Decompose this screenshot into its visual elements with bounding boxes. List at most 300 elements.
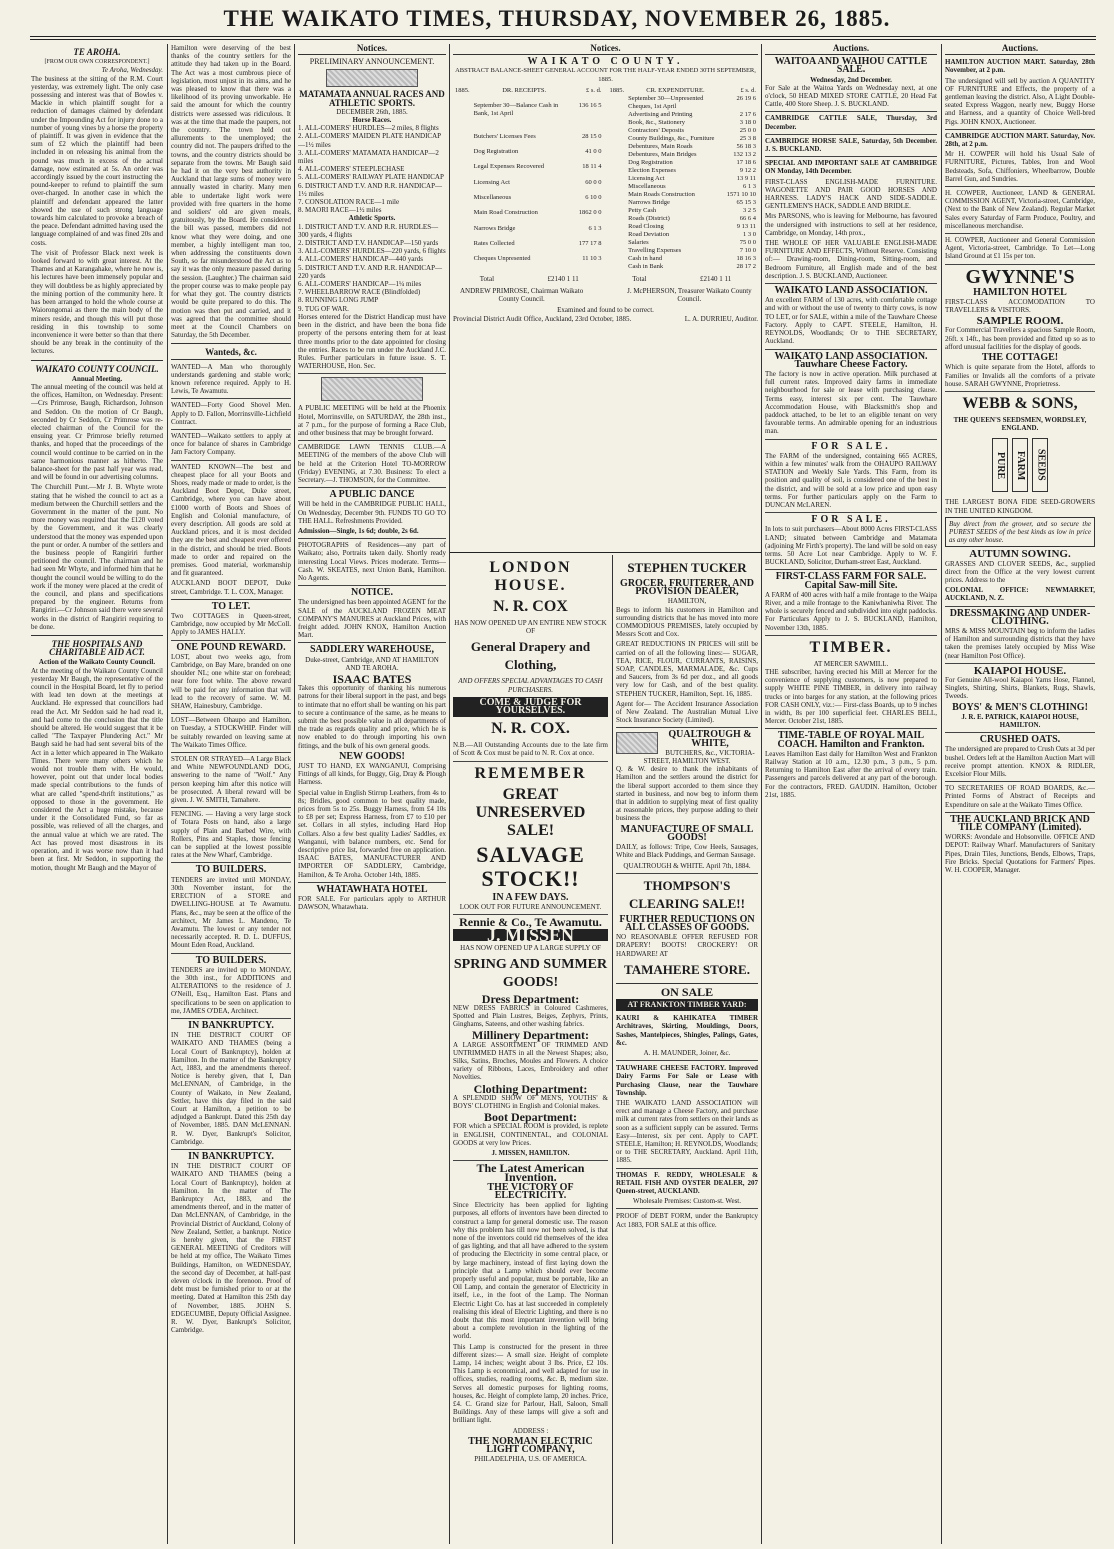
column-divider — [941, 44, 942, 1544]
sport-item: 6. ALL-COMERS' HANDICAP—1¼ miles — [298, 280, 422, 289]
auction-text: The factory is now in active operation. Milk purchased at full current rates. Improved dairy farms in immediate neighbourhood for sale or lease with purchasing clause. Terms easy, interest six per cent. The Tauwhare Accommodation House, with Blacksmith's shop and paddock attached, to be let to an eligible tenant on very favourable terms. An admirable opening for an industrious man. — [765, 370, 937, 440]
section-header: Auctions. — [765, 44, 937, 55]
article-byline: [FROM OUR OWN CORRESPONDENT.] — [44, 59, 150, 66]
ad-text: HAMILTON, — [667, 597, 707, 606]
article-body: The visit of Professor Black next week is looked forward to with great interest. At the Thames and at Karangahake, where he now is, his lectures have been immensely popular and they will doubtless be as highly appreciated by the mining portion of the community here. It has been arranged to hold the whole course at Waiorongomai as there the main body of the miners reside, and though this will put those residing in this township to some inconvenience it were better so than that there should be any break in the continuity of the lectures. — [31, 248, 163, 356]
dressmaking-text: MRS & MISS MOUNTAIN beg to inform the ladies of Hamilton and surrounding districts that they have taken the premises lately occupied by Miss Wise (near Hamilton Post Office). — [945, 627, 1095, 664]
race-item: 8. MAORI RACE—1½ miles — [298, 206, 382, 215]
notice-subtitle: ABSTRACT BALANCE-SHEET GENERAL ACCOUNT FOR THE HALF-YEAR ENDED 30TH SEPTEMBER, 1885. — [455, 67, 756, 83]
ad-signature: AUCKLAND BOOT DEPOT, Duke street, Cambridge. T. L. COX, Manager. — [171, 579, 291, 599]
total-value: £2140 1 11 — [547, 274, 579, 283]
expenditure-header-row — [608, 87, 759, 95]
amount-cell: 2 17 6 — [739, 110, 756, 118]
ad-title: TO BUILDERS. — [195, 954, 267, 966]
notice-body: Takes this opportunity of thanking his numerous patrons for their liberal support in the past, and begs to intimate that no effort shall be wanting on his part to secure a continuance of the same, as he means to submit the best possible value in all departments of the trade as regards quality and price, which he is now enabled to do through importing his own fittings, and the bulk of his own general goods. — [298, 684, 446, 750]
ad-headline: STEPHEN TUCKER — [627, 560, 747, 575]
classified-ad: Two COTTAGES in Queen-street, Cambridge, now occupied by Mr McColl. Apply to JAMES HALLY. — [171, 612, 291, 641]
ad-headline: GREAT UNRESERVED SALE! — [475, 785, 586, 839]
notice-title: WHATAWHATA HOTEL — [316, 883, 428, 895]
expenditure-table — [608, 87, 759, 271]
notice-body: Horses entered for the District Handicap must have been in the district, and have been the bona fide property of the persons entering them for at least three months prior to the date appointed for closing the entries. Races to be run under the Auckland J.C. Rules. Further particulars in future issue. S. T. WATERHOUSE, Hon. Sec. — [298, 313, 446, 374]
notice-body: FOR SALE. For particulars apply to ARTHUR DAWSON, Whatawhata. — [298, 895, 446, 912]
farm-label: FARM — [1012, 438, 1028, 492]
ad-headline: TAUWHARE CHEESE FACTORY. Improved Dairy Farms For Sale or Lease with Purchasing Clause, near the Tauwhare Township. — [616, 1064, 758, 1097]
notice-body: CAMBRIDGE LAWN TENNIS CLUB.—A MEETING of the members of the above Club will be held at the Criterion Hotel TO-MORROW (Friday) EVENING, at 7.30. Business: To elect a Secretary.—J. THOMSON, for the Committee. — [298, 443, 446, 488]
seeds-label: SEEDS — [1032, 438, 1048, 492]
ad-headline: ON SALE — [660, 984, 714, 999]
ad-headline: Rennie & Co., Te Awamutu. — [459, 915, 602, 930]
article-dateline: Te Aroha, Wednesday. — [101, 66, 163, 75]
auction-title: CAMBRIDGE AUCTION MART. Saturday, Nov. 28th, at 2 p.m. — [945, 131, 1095, 149]
date-cell — [453, 148, 472, 163]
auction-text: H. COWPER, Auctioneer and General Commission Agent, Victoria-street, Cambridge. To Let—Long Island Ground at £1 15s per ton. — [945, 236, 1095, 265]
description-cell: September 30—Unpresented Cheques, 1st April — [628, 94, 704, 110]
date-cell — [608, 263, 627, 271]
ad-headline: TAMAHERE STORE. — [624, 961, 750, 977]
ad-headline: THE VICTORY OF ELECTRICITY. — [487, 1181, 574, 1201]
column-4 — [453, 556, 608, 1544]
auction-title: SPECIAL AND IMPORTANT SALE AT CAMBRIDGE ON Monday, 14th December. — [765, 159, 937, 176]
date-cell — [453, 209, 472, 224]
masthead-rule-2 — [30, 39, 1096, 40]
ad-headline: THE NORMAN ELECTRIC LIGHT COMPANY, — [468, 1435, 593, 1455]
audit-office: Provincial District Audit Office, Auckland, 23rd October, 1885. — [453, 314, 632, 323]
sport-item: 5. DISTRICT AND T.V. AND R.R. HANDICAP—220 yards — [298, 263, 442, 280]
date-cell — [608, 119, 627, 127]
ad-signature: J. MISSEN, HAMILTON. — [453, 1149, 608, 1161]
receipts-header-row — [453, 87, 604, 102]
ad-banner: J. MISSEN — [453, 929, 608, 941]
oats-text: The undersigned are prepared to Crush Oats at 3d per bushel. Orders left at the Hamilton Auction Mart will receive prompt attention. KNOX & RIDLER, Excelsior Flour Mills. — [945, 745, 1095, 782]
masthead-rule — [30, 36, 1096, 37]
hotel-headline: SAMPLE ROOM. — [976, 315, 1064, 328]
seeds-text: THE LARGEST BONA FIDE SEED-GROWERS IN THE UNITED KINGDOM. — [945, 498, 1095, 515]
seeds-headline: WEBB & SONS, — [962, 394, 1078, 412]
amount-cell: 25 0 0 — [739, 126, 756, 134]
ad-text: LOOK OUT FOR FUTURE ANNOUNCEMENT. — [453, 903, 608, 915]
race-item: 1. ALL-COMERS' HURDLES—2 miles, 8 flights — [298, 124, 439, 133]
auction-title: FIRST-CLASS FARM FOR SALE. Capital Saw-mill Site. — [775, 571, 927, 591]
sport-item: 4. ALL-COMERS' HANDICAP—440 yards — [298, 255, 423, 264]
table-row — [608, 167, 759, 175]
amount-cell: 56 18 3 — [736, 142, 756, 150]
date-cell — [608, 215, 627, 223]
date-cell — [608, 135, 627, 143]
ad-headline: THOMPSON'S CLEARING SALE!! — [629, 877, 745, 911]
total-label: Total — [632, 274, 647, 283]
description-cell: County Buildings, &c., Furniture — [628, 134, 715, 142]
hotel-text: FIRST-CLASS ACCOMODATION TO TRAVELLERS & VISITORS. — [945, 297, 1095, 315]
auction-title: TIMBER. — [809, 638, 893, 656]
notice-title: NOTICE. — [351, 587, 393, 599]
article-body: The Churchill Punt.—Mr J. B. Whyte wrote stating that he wished the council to act as a medium between the Churchill settlers and the Government in the matter of the punt. No more money was required that the £120 voted by the Government, and it was clearly understood that the money was expended upon the punt or order. A number of the settlers and the business people of Rangiriri further petitioned the council. The chairman and he had seen Mr Whyte, and informed him that he thought the council would be willing to do the work if the money were placed at the credit of the council, and plans and specifications prepared by the engineer. Returns from Rangiriri.—Cr Johnson said there were several works in the district of Rangiriri requiring to be done. — [31, 483, 163, 631]
ad-text: KAURI & KAHIKATEA TIMBER Architraves, Skirting, Mouldings, Doors, Sashes, Mantelpieces, Shingles, Palings, Gates, &c. — [616, 1014, 758, 1047]
amount-cell: 65 15 3 — [736, 198, 756, 206]
separator — [31, 635, 163, 636]
receipts-table — [453, 87, 604, 271]
hotel-text: For Commercial Travellers a spacious Sample Room, 26ft. x 14ft., has been provided and fitted up so as to afford unusual facilities for the display of goods. — [945, 326, 1095, 351]
description-cell: Book, &c., Stationery — [628, 118, 685, 126]
race-item: 6. DISTRICT AND T.V. AND R.R. HANDICAP—1½ miles — [298, 181, 442, 198]
amount-cell: 3 18 0 — [739, 118, 756, 126]
amount-cell: 1862 0 0 — [578, 209, 602, 217]
classified-ad: LOST, about two weeks ago, from Cambridge, on Bay Mare, branded on one shoulder NL; one white star on forehead; near fore foot white. The above reward will be paid for any information that will lead to the recovery of same. W. M. SHAW, Hainesbury, Cambridge. — [171, 653, 291, 714]
table-row — [608, 247, 759, 255]
treasurer-signature: J. McPHERSON, Treasurer Waikato County Council. — [627, 287, 752, 304]
date-cell — [453, 194, 472, 209]
amount-cell: 9 12 2 — [739, 166, 756, 174]
article-body: Hamilton were deserving of the best thanks of the country settlers for the attitude they had taken up in the Board. The Act was a most cumbrous piece of legislation, most unjust in its aims, and he was pleased to know that there was a likelihood of its proving unworkable. He said the amount for which the country districts were assessed was ridiculous. It was at the time that made the paupers, not the country. The town held out allurements to the unemployed; the country did not. The paupers drifted to the towns, and the country districts should be separate from the towns. Mr Baugh said he had it on the very best authority in Auckland that large sums of money were annually wasted in charity. Many men able to undertake light work were provided with free quarters in the home and soldiers' old are given meals, gratuitously, by the Board. He considered the bill was passed, members did not know what they were doing, and one member, a highly intelligent man too, when addressing the constituents down South, so far misunderstood the Act as to say it was the only measure passed during the session. (Laughter.) The chairman said the proper course was to make people pay for what they got. The country districts would be quite prepared to do this. The motion was then put and carried, and it was agreed that the committee should meet at the Council Chambers on Saturday, the 5th December. — [171, 44, 291, 340]
notice-body: Will be held in the CAMBRIDGE PUBLIC HALL, On Wednesday, December 9th. FUNDS TO GO TO THE HALL. Refreshments Provided. — [298, 500, 446, 525]
department-title: Clothing Department: — [473, 1081, 588, 1096]
ad-headline: N. R. COX. — [491, 720, 570, 738]
balance-sheet — [453, 44, 758, 554]
table-row — [608, 119, 759, 127]
column-5 — [616, 556, 758, 1544]
notice-subtitle: Athletic Sports. — [348, 214, 396, 223]
description-cell: Petty Cash — [628, 206, 657, 214]
description-cell: Salaries — [628, 238, 649, 246]
classified-ad: TENDERS are invited up to MONDAY, the 30th inst., for ADDITIONS and ALTERATIONS to the residence of J. O'Neill, Esq., Hamilton East. Plans and specifications to be seen on application to me, JAMES O'DEA, Architect. — [171, 966, 291, 1019]
brick-text: WORKS: Avondale and Hobsonville. OFFICE AND DEPOT: Railway Wharf. Manufacturers of Sanitary Pipes, Drain Tiles, Junctions, Bends, Elbows, Traps, Fire Bricks. Special Quotations for Farmers' Pipes. W. H. COOPER, Manager. — [945, 833, 1095, 875]
description-cell: Cheques Unpresented — [473, 255, 531, 263]
notice-body: PHOTOGRAPHS of Residences—any part of Waikato; also, Portraits taken daily. Shortly ready interesting Local Views. Prices moderate. Terms—Cash. W. SKEATES, next Union Bank, Hamilton. No Agents. — [298, 541, 446, 586]
description-cell: Licensing Act — [473, 178, 510, 186]
date-cell — [608, 231, 627, 239]
auction-title: CAMBRIDGE CATTLE SALE, Thursday, 3rd December. — [765, 114, 937, 134]
classified-ad: WANTED KNOWN—The best and cheapest place for all your Boots and Shoes, ready made or made to order, is the Auckland Boot Depot, Duke street, Cambridge, where you can have about £1000 worth of Boots and Shoes of English and Colonial manufacture, of every description. All goods are sold at Auckland prices, and it is most decided they are the best and cheapest ever offered in the district, and should be tried. Boots made to order and repaired on the premises. Good material, workmanship and fit guaranteed. — [171, 462, 291, 578]
ad-text: AND OFFERS SPECIAL ADVANTAGES TO CASH PURCHASERS. — [458, 677, 603, 694]
classified-ad: WANTED—Waikato settlers to apply at once for balance of shares in Cambridge Jam Factory Company. — [171, 432, 291, 461]
table-row — [608, 151, 759, 159]
article-body: The business at the sitting of the R.M. Court yesterday, was extremely light. The only case possessing and interest was that of Bowles v. Mackie in which plaintiff sought for a reduction of damages claimed by defendant under the Impounding Act for injury done to a number of young vines by a horse the property of plaintiff. It was given in evidence that the sum of £2 which the plaintiff had been included in on releasing his animal from the pound was much in excess of the actual damage, now estimated at 5s. An order was accordingly issued by the court instructing the pound-keeper to refund to plaintiff the sum over-charged. In another case in which the plaintiff and defendant appeared the latter showed the use of such strong language towards him calculated to provoke a breach of the peace. Defendant admitted having used the language complained of and was fined 20s and costs. — [31, 74, 163, 247]
date-cell — [608, 127, 627, 135]
date-cell — [453, 102, 472, 133]
column-divider — [449, 44, 450, 1544]
auction-subtitle: AT MERCER SAWMILL. — [813, 659, 889, 668]
table-row — [453, 240, 604, 255]
amount-cell: 136 16 5 — [578, 102, 602, 110]
ad-headline: SPRING AND SUMMER GOODS! — [453, 956, 608, 990]
secretaries-notice: TO SECRETARIES OF ROAD BOARDS, &c.—Printed Forms of Abstract of Receipts and Expenditure on sale at the Waikato Times Office. — [945, 784, 1095, 813]
amount-cell: 66 6 4 — [739, 214, 756, 222]
notice-title: WAIKATO COUNTY. — [527, 56, 684, 68]
header-cell: CR. EXPENDITURE. — [646, 86, 705, 94]
date-cell — [608, 239, 627, 247]
amount-cell: 1 3 0 — [743, 230, 756, 238]
ad-text: Begs to inform his customers in Hamilton and surrounding districts that he has moved into more COMMODIOUS PREMISES, lately occupied by Messrs Scott and Cox. — [616, 605, 758, 639]
masthead: THE WAIKATO TIMES, THURSDAY, NOVEMBER 26, 1885. — [223, 6, 891, 31]
separator — [31, 360, 163, 361]
article-subtitle: Annual Meeting. — [71, 374, 123, 383]
auction-text: A FARM of 400 acres with half a mile frontage to the Waipa River, and a mile frontage to the Kaniwhaniwha River. The whole is securely fenced and subdivided into eight paddocks. For Particulars Apply to J. S. BUCKLAND, Hamilton, November 13th, 1885. — [765, 591, 937, 636]
ad-text: GREAT REDUCTIONS IN PRICES will still be carried on of all the following lines:— SUGAR, TEA, RICE, FLOUR, CURRANTS, RAISINS, SOAP, CANDLES, MARMALADE, &c. Cups and Saucers, from 3s 6d per doz., and all goods very low for Cash, and of the best quality. STEPHEN TUCKER, Hamilton, Sept. 16, 1885. — [616, 640, 758, 698]
auction-title: CAMBRIDGE HORSE SALE, Saturday, 5th December. J. S. BUCKLAND. — [765, 137, 937, 157]
classified-ad: WANTED—A Man who thoroughly understands gardening and stable work; known reference required. Apply to H. Lewis, Te Awamutu. — [171, 363, 291, 400]
ad-text: FOR which a SPECIAL ROOM is provided, is replete in ENGLISH, CONTINENTAL, and COLONIAL GOODS at very low Prices. — [453, 1122, 608, 1147]
table-row — [453, 148, 604, 163]
chairman-signature: ANDREW PRIMROSE, Chairman Waikato County Council. — [460, 287, 584, 304]
description-cell: September 30—Balance Cash in Bank, 1st April — [473, 102, 559, 118]
dressmaking-title: DRESSMAKING AND UNDER-CLOTHING. — [949, 607, 1091, 627]
header-cell: 1885. — [455, 86, 470, 94]
ad-headline: THOMAS F. REDDY, WHOLESALE & RETAIL FISH AND OYSTER DEALER, 207 Queen-street, AUCKLAND. — [616, 1170, 758, 1195]
ad-subtitle: FURTHER REDUCTIONS ON ALL CLASSES OF GOODS. — [619, 913, 755, 933]
auction-text: THE subscriber, having erected his Mill at Mercer for the convenience of supplying customers, is now prepared to supply WHITE PINE TIMBER, in delivery into railway trucks or into barges for any station, at the following prices FOR CASH ONLY, viz.:— First-class Boards, up to 9 inches in width, 8s per 100 superficial feet. CHARLES BELL, Mercer. October 21st, 1885. — [765, 668, 937, 729]
ad-text: BUTCHERS, &c., VICTORIA-STREET, HAMILTON WEST. — [643, 748, 755, 766]
table-row — [608, 135, 759, 143]
date-cell — [608, 167, 627, 175]
table-row — [608, 183, 759, 191]
classified-ad: FENCING. — Having a very large stock of Totara Posts on hand, also a large supply of Plain and Barbed Wire, with Rollers, Pins and Staples, those fencing can be supplied at the lowest possible rates at the New Wharf, Cambridge. — [171, 810, 291, 863]
description-cell: Travelling Expenses — [628, 246, 682, 254]
description-cell: Main Roads Construction — [628, 190, 695, 198]
table-row — [608, 215, 759, 223]
sports-list — [298, 223, 446, 313]
table-row — [453, 194, 604, 209]
amount-cell: 18 11 4 — [582, 163, 602, 171]
amount-cell: 26 19 6 — [736, 94, 756, 102]
kaiapoi-text: For Genuine All-wool Kaiapoi Yarns Hose, Flannel, Singlets, Shirting, Shirts, Blankets, Rugs, Shawls, Tweeds. — [945, 675, 1095, 701]
ad-headline: REMEMBER — [474, 764, 587, 782]
racing-engraving — [326, 69, 418, 87]
date-cell — [608, 207, 627, 215]
notice-body: The undersigned has been appointed AGENT for the SALE of the AUCKLAND FROZEN MEAT COMPANY'S MANURES at Auckland Prices, with freight added. JOHN KNOX, Hamilton Auction Mart. — [298, 598, 446, 643]
ad-text: PROOF of DEBT FORM, under the Bankruptcy Act 1883, FOR SALE at this office. — [616, 1212, 758, 1229]
ad-signature: QUALTROUGH & WHITE. April 7th, 1884. — [616, 862, 758, 874]
auction-text: In lots to suit purchasers—About 8000 Acres FIRST-CLASS LAND; situated between Cambridge and Matamata (adjoining Mr Firth's property). The land will be sold on easy terms. 50 Acre Lot near Cambridge. Apply to W. F. BUCKLAND, Solicitor, Durham-street East, Auckland. — [765, 525, 937, 570]
seeds-text: GRASSES AND CLOVER SEEDS, &c., supplied direct from the Office at the very lowest current prices. Address to the — [945, 559, 1095, 584]
date-cell — [608, 175, 627, 183]
ad-text: N.B.—All Outstanding Accounts due to the late firm of Scott & Cox must be paid to N. R. Cox at once. — [453, 741, 608, 761]
column-3 — [298, 44, 446, 1544]
ad-subtitle: GROCER, FRUITERER, AND PROVISION DEALER, — [620, 578, 754, 598]
ad-text: A SPLENDID SHOW OF MEN'S, YOUTHS' & BOYS' CLOTHING in English and Colonial makes. — [453, 1093, 608, 1111]
ad-text: ADDRESS : — [512, 1426, 549, 1435]
date-cell — [608, 143, 627, 151]
column-1 — [31, 44, 163, 1544]
totals-row — [453, 275, 758, 283]
notice-date: DECEMBER 26th, 1885. — [336, 107, 408, 116]
auction-title: WAIKATO LAND ASSOCIATION. Tauwhare Cheese Factory. — [774, 350, 928, 370]
classified-ad: IN THE DISTRICT COURT OF WAIKATO AND THAMES (being a Local Court of Bankruptcy), holden at Hamilton. In the matter of The Bankruptcy Act, 1883, and the amendments thereof, and in the matter of Dan McLENNAN, of Cambridge, in the Provincial District of Auckland, Colony of New Zealand, Settler, a bankrupt. Notice is hereby given, that the FIRST GENERAL MEETING of Creditors will be held at my office, The Waikato Times Buildings, Hamilton, on WEDNESDAY, the second day of December, at half-past eleven o'clock in the forenoon. Proof of debt must be furnished prior to or at the meeting. Dated at Hamilton this 25th day of November, 1885. JOHN S. EDGECUMBE, Deputy Official Assignee. R. W. Dyer, Bankrupt's Solicitor, Cambridge. — [171, 1162, 291, 1335]
notice-title: SADDLERY WAREHOUSE, — [309, 644, 435, 656]
description-cell: Rates Collected — [473, 240, 515, 248]
ad-text: Wholesale Premises: Custom-st. West. — [616, 1197, 758, 1209]
department-title: Boot Department: — [484, 1110, 577, 1125]
table-row — [453, 225, 604, 240]
ad-title: ONE POUND REWARD. — [176, 641, 286, 653]
auction-text: The FARM of the undersigned, containing 665 ACRES, within a few minutes' walk from the OHAUPO RAILWAY STATION and Weekly Sale Yards. This Farm, from its position and quality of soil, is considered one of the best in the district, and will be sold at a low price and upon easy terms. For further particulars apply on the Farm to DUNCAN McLAREN. — [765, 452, 937, 513]
section-header: Wanteds, &c. — [171, 348, 291, 359]
column-6 — [765, 44, 937, 1544]
ad-headline: MANUFACTURE OF SMALL GOODS! — [620, 823, 754, 843]
description-cell: Licensing Act — [628, 174, 665, 182]
amount-cell: 17 18 6 — [736, 158, 756, 166]
date-cell — [453, 133, 472, 148]
classified-ad: LOST—Between Ohaupo and Hamilton, on Tuesday, a STOCKWHIP. Finder will be suitably rewarded on leaving same at The Waikato Times Office. — [171, 716, 291, 753]
seeds-headline: AUTUMN SOWING. — [969, 548, 1071, 561]
description-cell: Main Road Construction — [473, 209, 538, 217]
table-row — [608, 111, 759, 119]
total-label: Total — [479, 274, 495, 283]
classified-ad: WANTED—Forty Good Shovel Men. Apply to D. Fallon, Morrinsville-Lichfield Contract. — [171, 401, 291, 430]
header-cell: 1885. — [609, 86, 625, 94]
race-item: 5. ALL-COMERS' RAILWAY PLATE HANDICAP — [298, 173, 444, 182]
ad-text: This Lamp is constructed for the present in three different sizes:— A small size. Height of complete Lamp, 14 inches; weight about 3 lbs. Price, £2 10s. This Lamp is economical, and well adapted for use in offices, studies, reading rooms, &c. B, medium size. Serves all domestic purposes for lighting rooms, houses, &c. Height of complete lamp, 20 inches. Price, £4. C. Grand size for Parlour, Hall, Saloon, Small Buildings. Any of these lamps will give a soft and brilliant light. — [453, 1342, 608, 1425]
amount-cell: 7 10 0 — [739, 246, 756, 254]
description-cell: Miscellaneous — [473, 194, 512, 202]
amount-cell: 6 10 0 — [585, 194, 602, 202]
amount-cell: 28 15 0 — [582, 132, 602, 140]
article-title: THE HOSPITALS AND CHARITABLE AID ACT. — [49, 639, 145, 658]
auction-text: Leaves Hamilton East daily for Hamilton West and Frankton Railway Station at 10 a.m., 12.30 p.m., 3 p.m., 5 p.m. Returning to Hamilton East after the arrival of every train. Passengers and parcels delivered at any part of the borough. For the contractors, FRED. GAUDIN. Hamilton, October 21st, 1885. — [765, 749, 937, 799]
amount-cell: 132 13 2 — [733, 150, 756, 158]
seeds-subtitle: THE QUEEN'S SEEDSMEN, WORDSLEY, ENGLAND. — [953, 415, 1087, 433]
ad-text: DAILY, as follows: Tripe, Cow Heels, Sausages, White and Black Puddings, and German Sausage. — [616, 843, 758, 860]
ad-title: IN BANKRUPTCY. — [188, 1019, 274, 1031]
amount-cell: 18 16 3 — [736, 254, 756, 262]
separator — [171, 343, 291, 344]
description-cell: Butchers' Licenses Fees — [473, 132, 536, 140]
description-cell: Dog Registration — [473, 148, 519, 156]
audit-row — [453, 315, 758, 323]
description-cell: Miscellaneous — [628, 182, 666, 190]
notice-title: PRELIMINARY ANNOUNCEMENT. — [309, 57, 435, 67]
signatures — [453, 287, 758, 303]
auction-text: The undersigned will sell by auction A QUANTITY OF FURNITURE and Effects, the property of a gentleman leaving the district. Also, A Light Double-seated Express Waggon, nearly new, Buggy Horse and Harness, and a quantity of Choice Well-bred Pigs. JOHN KNOX, Auctioneer. — [945, 77, 1095, 130]
section-header: Notices. — [298, 44, 446, 55]
classified-ad: TENDERS are invited until MONDAY, 30th November instant, for the ERECTION of a STORE and DWELLING-HOUSE at Te Awamutu. Plans, &c., may be seen at the office of the architect, Mr James L. Mandeno, Te Awamutu. The lowest or any tender not necessarily accepted. R. D. L. DUFFUS, Mount Eden Road, Auckland. — [171, 876, 291, 954]
race-item: 7. CONSOLATION RACE—1 mile — [298, 198, 400, 207]
auction-title: FOR SALE. — [811, 440, 891, 452]
race-item: 3. ALL-COMERS' MATAMATA HANDICAP—2 miles — [298, 148, 439, 166]
amount-cell: 25 3 8 — [739, 134, 756, 142]
races-list — [298, 124, 446, 214]
bull-engraving — [616, 732, 658, 754]
ad-signature: A. H. MAUNDER, Joiner, &c. — [616, 1049, 758, 1061]
article-body: At the meeting of the Waikato County Council yesterday Mr Baugh, the representative of the council in the Hospital Board, let fly to period with lead ten down at the meetings at Auckland. He expressed that councillors had read the Act. Mr Seddon said he had read it, and had come to the conclusion that the title should be altered. He would suggest that it be called "The Taxpayer Plundering Act." Mr Baugh said he had had sent several bits of the Act in a letter which appeared in The Waikato Times. There were many others which he would not trouble them with. He would, however, point out that under local bodies made special contributions to the funds of what are called "spend-thrift institutions," as opposed to those in the government. He considered the Act a huge mistake, because under it the Consolidated Fund, so far as possible, was relieved of all the charges, and the annual value at which we are rated. The Act has proved most disastrous in its operation, and it was worse now than it had been at first. Mr Seddon, in supporting the motion, thought Mr Baugh and the Mayor of — [31, 666, 163, 872]
horses-engraving — [321, 377, 423, 401]
auction-text: FIRST-CLASS ENGLISH-MADE FURNITURE. WAGONETTE AND PAIR GOOD HORSES AND HARNESS. LADY'S HACK AND SIDE-SADDLE. GENTLEMEN'S HACK, SADDLE AND BRIDLE. — [765, 177, 937, 211]
auction-text: For Sale at the Waitoa Yards on Wednesday next, at one o'clock, 50 HEAD MIXED STORE CATTLE, 20 Head Fat Cattle, 400 Store Sheep. J. S. BUCKLAND. — [765, 84, 937, 113]
ad-headline: General Drapery and Clothing, — [470, 639, 591, 673]
table-row — [453, 163, 604, 178]
sport-item: 1. DISTRICT AND T.V. AND R.R. HURDLES—300 yards, 4 flights — [298, 222, 439, 239]
notice-name: ISAAC BATES — [332, 672, 412, 686]
notice-admission: Admission—Single, 1s 6d; double, 2s 6d. — [298, 527, 446, 539]
auction-text: An excellent FARM of 130 acres, with comfortable cottage and with or without the use of twenty to thirty cows, is now TO LET, or for SALE, within a mile of the Tauwhare Cheese Factory. Apply to CAPT. STEELE, Hamilton, H. REYNOLDS, Woodlands; Or to THE SECRETARY, Auckland. — [765, 296, 937, 349]
ad-text: HAS NOW OPENED UP AN ENTIRE NEW STOCK OF — [454, 619, 607, 636]
description-cell: Legal Expenses Recovered — [473, 163, 545, 171]
ad-title: TO LET. — [211, 600, 251, 612]
notice-subtitle: Duke-street, Cambridge, AND AT HAMILTON AND TE AROHA. — [305, 655, 439, 672]
description-cell: Narrows Bridge — [628, 198, 670, 206]
date-cell — [608, 247, 627, 255]
amount-cell: 6 1 3 — [743, 182, 756, 190]
ad-text: Q. & W. desire to thank the inhabitants of Hamilton and the settlers around the district for the liberal support accorded to them since they started in business, and now beg to inform them that in addition to supplying meat of first quality at reasonable prices, they purpose adding to their business the — [616, 765, 758, 823]
balance-tables — [453, 87, 758, 271]
oats-title: CRUSHED OATS. — [979, 734, 1061, 746]
amount-cell: 1571 10 10 — [726, 190, 756, 198]
brick-title: THE AUCKLAND BRICK AND TILE COMPANY (Limited). — [950, 813, 1090, 834]
amount-cell: 75 0 0 — [739, 238, 756, 246]
ad-headline: N. R. COX — [493, 598, 568, 615]
description-cell: Dog Registration — [628, 158, 673, 166]
table-row — [453, 133, 604, 148]
amount-cell: 6 1 3 — [588, 224, 602, 232]
header-cell: DR. RECEIPTS. — [502, 86, 547, 94]
race-item: 2. ALL-COMERS' MAIDEN PLATE HANDICAP—1½ miles — [298, 132, 442, 149]
examined-note: Examined and found to be correct. — [557, 306, 654, 315]
date-cell — [608, 159, 627, 167]
ad-title: IN BANKRUPTCY. — [188, 1150, 274, 1162]
ad-text: Since Electricity has been applied for lighting purposes, all efforts of inventors have been directed to construct a lamp for general domestic use. The reason why this problem has till now not been solved, is that none of the inventors could rid themselves of the idea of gas lighting, and that all have adhered to the system of producing the Electricity in some central place, or by large machinery, instead of first laying down the principle that a Lamp which should ever become properly useful and popular, must be portable, like an Oil Lamp, and contain the generator of Electricity in itself, i.e., in the foot of the Lamp. The Norman Electric Light Co. has at last succeeded in completely realising this ideal of Electric Lighting, and there is no doubt that this most important invention will bring about a complete revolution in the lighting of the world. — [453, 1201, 608, 1341]
hotel-headline: THE COTTAGE! — [981, 352, 1059, 364]
date-cell — [608, 95, 627, 111]
notice-subtitle: Horse Races. — [352, 116, 392, 125]
table-row — [608, 159, 759, 167]
article-title: TE AROHA. — [73, 47, 121, 57]
date-cell — [608, 255, 627, 263]
auction-text: Mr H. COWPER will hold his Usual Sale of FURNITURE, Pictures, Tables, Iron and Wool Bedsteads, Sofa, Chiffoniers, Wheelbarrow, Double Barrel Gun, and Sundries. — [945, 150, 1095, 187]
notice-title: A PUBLIC DANCE — [329, 489, 415, 501]
kaiapoi-title: BOYS' & MEN'S CLOTHING! — [952, 701, 1088, 713]
description-cell: Advertising and Printing — [628, 110, 693, 118]
date-cell — [608, 111, 627, 119]
date-cell — [608, 151, 627, 159]
section-rule — [450, 552, 761, 553]
notice-body: Special value in English Stirrup Leathers, from 4s to 8s; Bridles, good common to best quality made, prices from 5s to 25s. Buggy Harness, from £4 10s to £8 per set; Express Harness, from £7 to £10 per set. Collars in all styles, including Hard Hop Collars. Also a few best quality Ladies' Saddles, ex Wanganui, with balance numbers, etc. Send for descriptive price list, forwarded free on application. ISAAC BATES, MANUFACTURER AND IMPORTER OF SADDLERY, Cambridge, Hamilton, & Te Aroha. October 14th, 1885. — [298, 789, 446, 883]
date-cell — [453, 240, 472, 255]
auction-title: WAITOA AND WAIHOU CATTLE SALE. — [774, 56, 928, 76]
ad-text: THE WAIKATO LAND ASSOCIATION will erect and manage a Cheese Factory, and purchase milk at current rates from settlers on their lands as soon as a sufficient supply can be assured. Terms Easy—Interest, six per cent. Apply to CAPT. STEELE, Hamilton; H. REYNOLDS, Woodlands; or to THE SECRETARY, Auckland. April 11th, 1885. — [616, 1099, 758, 1169]
ad-text: NO REASONABLE OFFER REFUSED FOR DRAPERY! BOOTS! CROCKERY! OR HARDWARE! AT — [616, 933, 758, 958]
department-title: Dress Department: — [481, 991, 580, 1006]
ad-banner: AT FRANKTON TIMBER YARD: — [616, 999, 758, 1011]
column-divider — [761, 44, 762, 1544]
section-header: Notices. — [453, 44, 758, 55]
ad-title: TO BUILDERS. — [195, 864, 267, 876]
date-cell — [453, 255, 472, 270]
date-cell — [608, 223, 627, 231]
article-subtitle: Action of the Waikato County Council. — [38, 658, 156, 667]
article-body: The annual meeting of the council was held at the offices, Hamilton, on Wednesday. Present:—Crs Primrose, Baugh, Richardson, Johnson and Seddon. On the motion of Cr Baugh, seconded by Cr Seddon, Cr Primrose was re-elected chairman of the Council for the ensuing year. Cr Primrose briefly returned thanks, and hoped that the proceedings of the council would continue to be carried on in the same harmonious manner as hitherto. The balance-sheet for the past half year was read, and will be found in our advertising columns. — [31, 382, 163, 482]
auction-text: THE WHOLE OF HER VALUABLE ENGLISH-MADE FURNITURE AND EFFECTS, Without Reserve. Consisting of:— Drawing-room, Dining-room, Sitting-room, and Bedroom Furniture, all English made and of the best description. J. S. BUCKLAND, Auctioneer. — [765, 239, 937, 284]
auction-text: Mrs PARSONS, who is leaving for Melbourne, has favoured the undersigned with instructions to sell at her residence, Cambridge, on Monday, 14th prox., — [765, 212, 937, 237]
table-row — [453, 102, 604, 133]
kaiapoi-signature: J. R. E. PATRICK, KAIAPOI HOUSE, HAMILTON. — [945, 713, 1095, 733]
column-divider — [294, 44, 295, 1544]
date-cell — [453, 225, 472, 240]
auction-title: HAMILTON AUCTION MART. Saturday, 28th November, at 2 p.m. — [945, 58, 1095, 75]
notice-title: NEW GOODS! — [339, 750, 405, 762]
auction-text: H. COWPER, Auctioneer, LAND & GENERAL COMMISSION AGENT, Victoria-street, Cambridge, (Next to the Bank of New Zealand). Regular Market Sales every Saturday of Farm Produce, Poultry, and miscellaneous merchandise. — [945, 189, 1095, 234]
department-title: Millinery Department: — [472, 1028, 589, 1043]
header-cell: £ s. d. — [740, 86, 756, 94]
notice-body: JUST TO HAND, EX WANGANUI, Comprising Fittings of all kinds, for Buggy, Gig, Dray & Plough Harness. — [298, 762, 446, 787]
column-7 — [945, 44, 1095, 1544]
hotel-subtitle: HAMILTON HOTEL — [973, 286, 1067, 298]
table-row — [608, 223, 759, 231]
ad-headline: SALVAGE STOCK!! — [476, 841, 585, 891]
ad-headline: The Latest American Invention. — [476, 1161, 585, 1184]
date-cell — [608, 199, 627, 207]
ad-banner: COME & JUDGE FOR YOURSELVES. — [453, 697, 608, 717]
amount-cell: 9 13 11 — [736, 222, 756, 230]
kaiapoi-title: KAIAPOI HOUSE. — [973, 664, 1067, 677]
table-row — [608, 175, 759, 183]
